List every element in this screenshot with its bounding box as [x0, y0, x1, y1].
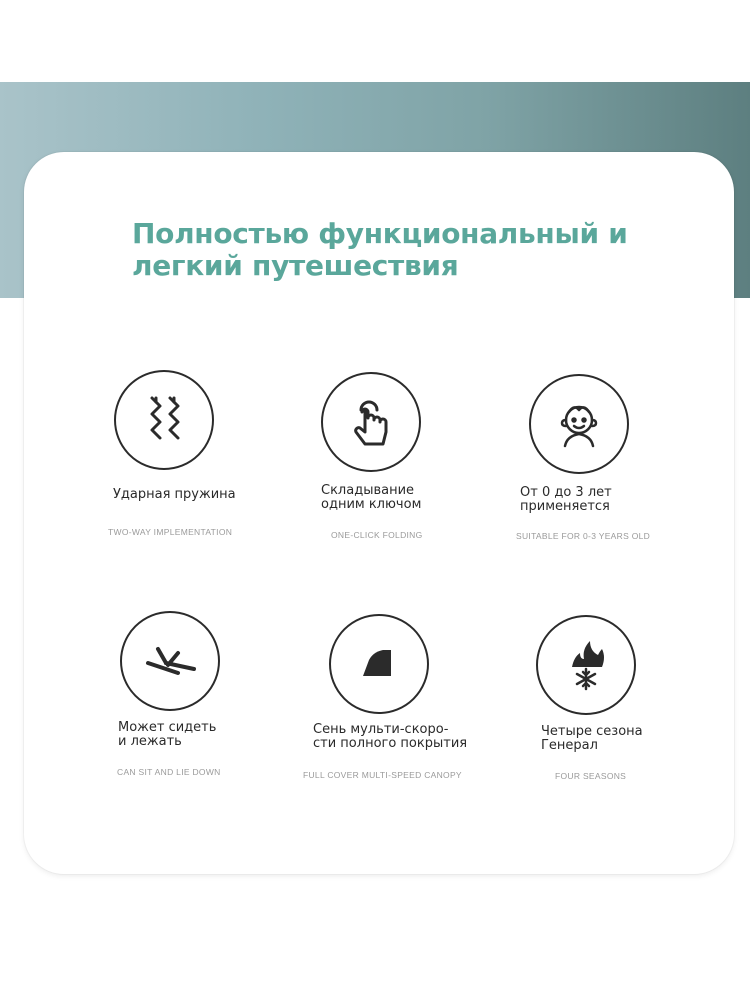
- feature-subtitle: CAN SIT AND LIE DOWN: [117, 767, 221, 777]
- feature-label: От 0 до 3 лет применяется: [520, 485, 612, 514]
- feature-label: Может сидеть и лежать: [118, 720, 217, 749]
- canopy-icon: [329, 614, 429, 714]
- feature-subtitle: SUITABLE FOR 0-3 YEARS OLD: [516, 531, 651, 541]
- feature-subtitle: FOUR SEASONS: [555, 771, 627, 781]
- page-title: [132, 218, 652, 282]
- feature-label: Сень мульти-скоро- сти полного покрытия: [313, 722, 468, 751]
- feature-subtitle: TWO-WAY IMPLEMENTATION: [108, 527, 233, 537]
- feature-label: Ударная пружина: [113, 487, 236, 502]
- page-title-line-1: Полностью функциональный и: [132, 217, 628, 250]
- one-click-hand-icon: [321, 372, 421, 472]
- feature-subtitle: ONE-CLICK FOLDING: [331, 530, 423, 540]
- baby-face-icon: [529, 374, 629, 474]
- recline-seat-icon: [120, 611, 220, 711]
- feature-subtitle: FULL COVER MULTI-SPEED CANOPY: [303, 770, 462, 780]
- spring-icon: [114, 370, 214, 470]
- fire-snowflake-icon: [536, 615, 636, 715]
- page-title-line-2: легкий путешествия: [132, 249, 459, 282]
- feature-label: Складывание одним ключом: [321, 483, 422, 512]
- feature-label: Четыре сезона Генерал: [541, 724, 643, 753]
